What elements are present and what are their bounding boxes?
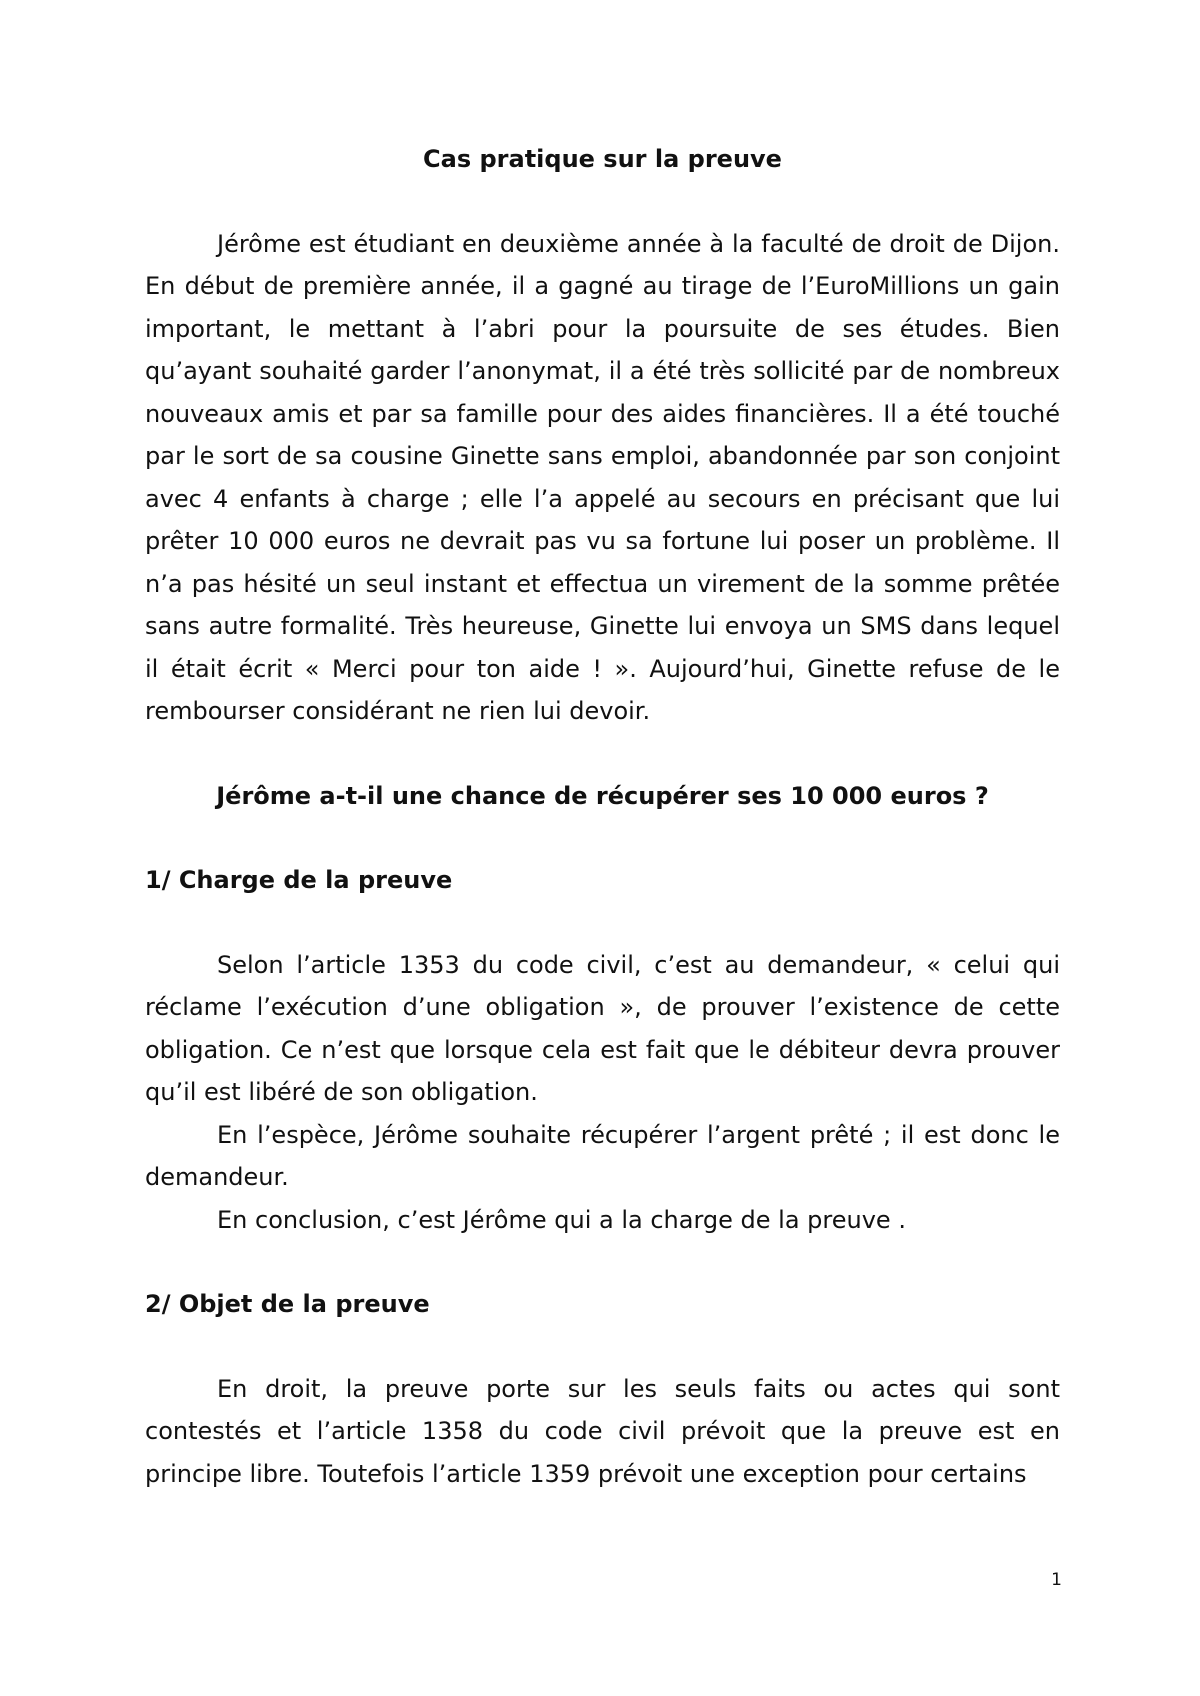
intro-paragraph: Jérôme est étudiant en deuxième année à la faculté de droit de Dijon. En début de première année, il a gagné au tirage de l’EuroMillions un gain important, le mettant à l’abri pour la poursuite de ses études. Bien qu’ayant souhaité garder l’anonymat, il a été très sollicité par de nombreux nouveaux amis et par sa famille pour des aides financières. Il a été touché par le sort de sa cousine Ginette sans emploi, abandonnée par son conjoint avec 4 enfants à charge ; elle l’a appelé au secours en précisant que lui prêter 10 000 euros ne devrait pas vu sa fortune lui poser un problème. Il n’a pas hésité un seul instant et effectua un virement de la somme prêtée sans autre formalité. Très heureuse, Ginette lui envoya un SMS dans lequel il était écrit « Merci pour ton aide ! ». Aujourd’hui, Ginette refuse de le rembourser considérant ne rien lui devoir. — [145, 229, 1060, 725]
section1-paragraph: En conclusion, c’est Jérôme qui a la charge de la preuve . — [217, 1205, 906, 1234]
page-number: 1 — [1051, 1570, 1062, 1590]
case-question: Jérôme a-t-il une chance de récupérer ses 10 000 euros ? — [216, 781, 989, 810]
section2-paragraph: En droit, la preuve porte sur les seuls faits ou actes qui sont contestés et l’article 1358 du code civil prévoit que la preuve est en principe libre. Toutefois l’article 1359 prévoit une exception pour certains — [145, 1374, 1060, 1488]
document-title: Cas pratique sur la preuve — [423, 145, 782, 173]
spacer — [145, 1241, 1060, 1283]
section-heading-charge: 1/ Charge de la preuve — [145, 866, 453, 894]
section1-paragraph: En l’espèce, Jérôme souhaite récupérer l’argent prêté ; il est donc le demandeur. — [145, 1120, 1060, 1191]
section-heading-objet: 2/ Objet de la preuve — [145, 1290, 430, 1318]
document-body — [145, 138, 1060, 1495]
section1-paragraph: Selon l’article 1353 du code civil, c’est au demandeur, « celui qui réclame l’exécution d’une obligation », de prouver l’existence de cette obligation. Ce n’est que lorsque cela est fait que le débiteur devra prouver qu’il est libéré de son obligation. — [145, 950, 1060, 1106]
